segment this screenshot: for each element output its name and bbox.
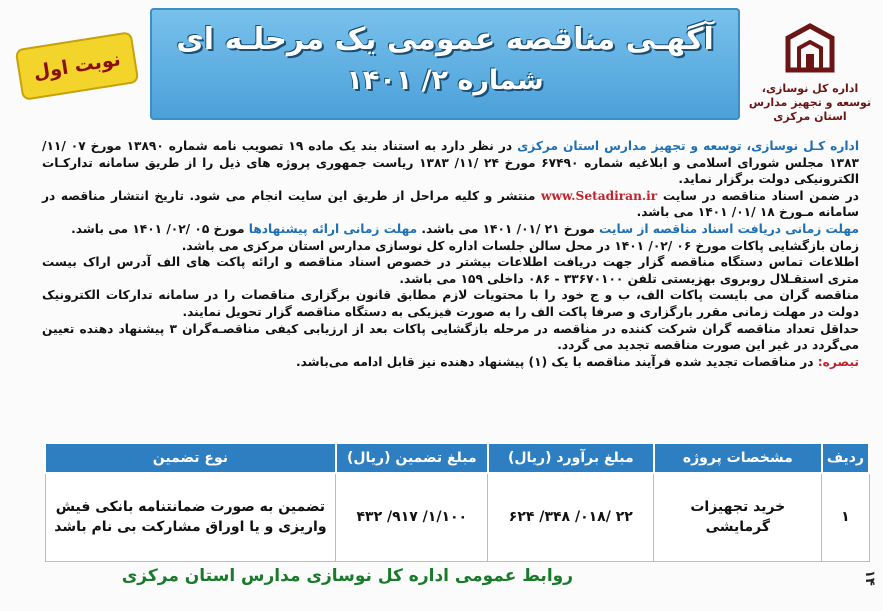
proposal-deadline-date: مورخ ۰۵ /۰۲/ ۱۴۰۱ می باشد. [71, 221, 249, 236]
title-banner [150, 8, 740, 120]
cell-estimate: ۲۲ /۰۱۸/ ۳۴۸/ ۶۲۴ [488, 473, 654, 561]
paragraph-opening: زمان بازگشایی پاکات مورخ ۰۶ /۰۲/ ۱۴۰۱ در محل سالن جلسات اداره کل نوسازی مدارس استان مرکزی می باشد. [181, 238, 859, 253]
building-logo-icon [782, 22, 838, 78]
paragraph-site [42, 188, 859, 221]
paragraph-intro [42, 138, 859, 188]
announcement-body [42, 138, 859, 370]
intro-text: در نظر دارد به استناد بند یک ماده ۱۹ تصویب نامه شماره ۱۳۸۹۰ مورخ ۰۷ /۱۱/ ۱۳۸۳ مجلس شورای اسلامی و ابلاغیه شماره ۶۷۴۹۰ مورخ ۲۴ /۱۱/ ۱۳۸۳ ریاست جمهوری پروژه های ذیل را از طریق سامانه تدارکـات الکترونیکی دولت برگزار نماید. [42, 139, 859, 187]
document-deadline-date: مورخ ۲۱ /۰۱/ ۱۴۰۱ می باشد. [417, 221, 600, 236]
column-header-guarantee-type: نوع تضمین [45, 443, 336, 473]
paragraph-minimum-bidders: حداقل تعداد مناقصه گران شرکت کننده در مناقصه در مرحله بازگشایی پاکات بعد از ارزیابی کیفی مناقصـه‌گران ۳ پیشنهاد دهنده تعیین می‌گردد در غیر این صورت مناقصه تجدید می گردد. [42, 321, 859, 353]
paragraph-note [42, 354, 859, 371]
organization-name: اداره کـل نوسازی، توسعه و تجهیز مدارس استان مرکزی [517, 139, 859, 153]
document-deadline-label: مهلت زمانی دریافت اسناد مناقصه از سایت [599, 221, 859, 236]
column-header-project-spec: مشخصات پروژه [654, 443, 822, 473]
note-text: در مناقصات تجدید شده فرآیند مناقصه با یک (۱) پیشنهاد دهنده نیز قابل ادامه می‌باشد. [296, 354, 818, 369]
public-relations-footer: روابط عمومی اداره کل نوسازی مدارس استان مرکزی [121, 566, 573, 586]
website-link[interactable]: www.Setadiran.ir [541, 188, 658, 203]
turn-badge: نوبت اول [15, 31, 140, 101]
site-text-pre: در ضمن اسناد مناقصه در سایت [657, 188, 859, 203]
column-header-guarantee-amount: مبلغ تضمین (ریال) [336, 443, 488, 473]
column-header-row-number: ردیف [822, 443, 869, 473]
logo-org-name: اداره کل نوسازی، توسعه و تجهیز مدارس [748, 82, 872, 109]
note-label: تبصره: [817, 354, 859, 369]
site-text-post: منتشر و کلیه مراحل از طریق این سایت انجام می شود. تاریخ انتشار مناقصه در سامانه مـورخ ۱۸ /۰۱/ ۱۴۰۱ می باشد. [42, 188, 859, 220]
cell-project-spec: خرید تجهیزات گرمایشی [654, 473, 822, 561]
proposal-deadline-label: مهلت زمانی ارائه پیشنهادها [248, 221, 418, 236]
page-title: آگهـی مناقصه عمومی یک مرحلـه ای [176, 22, 714, 57]
paragraph-envelopes: مناقصه گران می بایست پاکات الف، ب و ج خود را با محتویات لازم مطابق قانون برگزاری مناقصات را در سامانه تدارکات الکترونیک دولت در مهلت زمانی مقرر بارگزاری و صرفا پاکت الف را به صورت فیزیکی به دستگاه مناقصه گزار تحویل نمایند. [42, 288, 859, 319]
tender-number: شماره ۲/ ۱۴۰۱ [346, 65, 544, 96]
paragraph-contact: اطلاعات تماس دستگاه مناقصه گزار جهت دریافت اطلاعات بیشتر در خصوص اسناد مناقصه و ارائه پاکت های الف آدرس اراک بیست متری استقـلال روبروی بهزیستی تلفن ۳۳۶۷۰۱۰۰ - ۰۸۶ داخلی ۱۵۹ می باشد. [42, 255, 859, 286]
table-row [45, 473, 869, 561]
paragraph-deadlines [42, 221, 859, 238]
organization-logo [745, 22, 875, 122]
page-number: ۱۴ [862, 570, 877, 586]
tender-table [44, 442, 870, 562]
column-header-estimate: مبلغ برآورد (ریال) [488, 443, 654, 473]
table-header-row [45, 443, 869, 473]
cell-guarantee-amount: ۱/۱۰۰/ ۹۱۷/ ۴۳۲ [336, 473, 488, 561]
cell-guarantee-type: تضمین به صورت ضمانتنامه بانکی فیش واریزی و یا اوراق مشارکت بی نام باشد [45, 473, 336, 561]
cell-row-number: ۱ [822, 473, 869, 561]
logo-province: استان مرکزی [773, 109, 847, 123]
